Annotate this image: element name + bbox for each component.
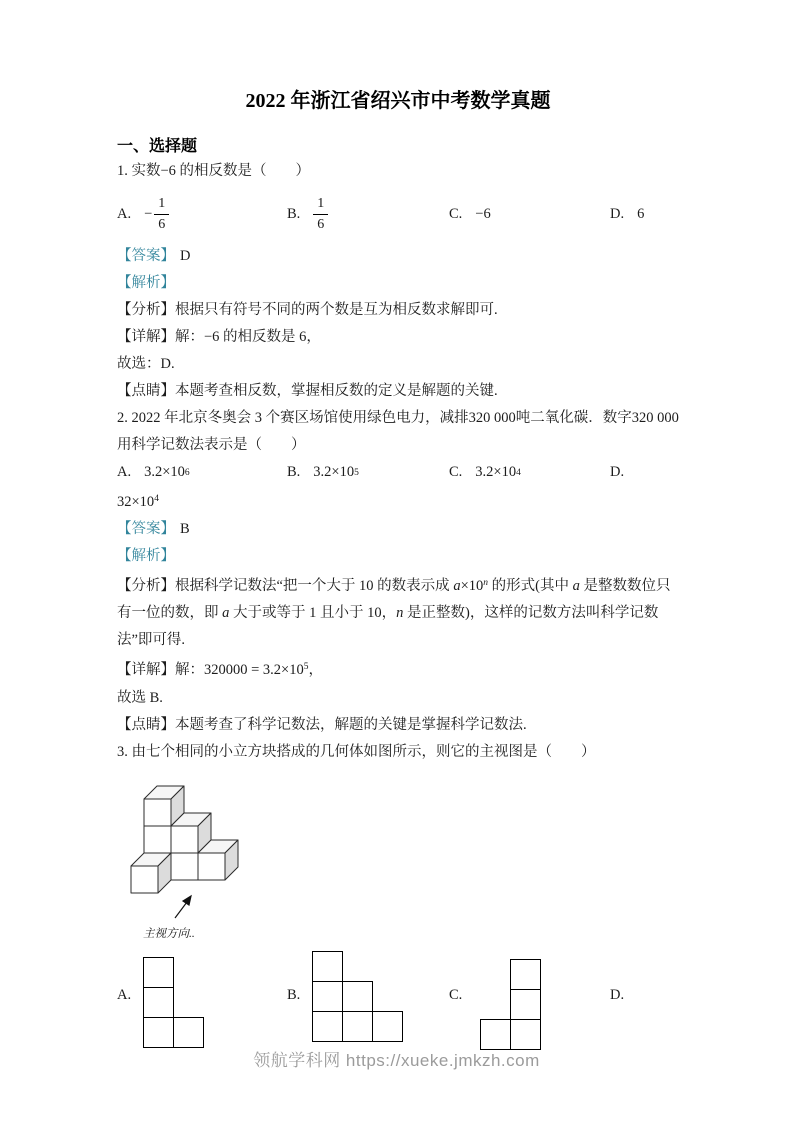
document-content [117,0,679,1051]
q2-option-d-label: D. [610,464,625,480]
q1-option-b-label: B. [287,205,301,222]
q2-option-a-base: 3.2×10 [144,464,185,480]
q1-option-b-fraction [313,197,328,232]
q1-options-row [117,185,679,243]
q2-option-a-exponent: 6 [184,467,190,478]
fraction-numerator: 1 [317,195,325,211]
q2-option-c-label: C. [449,464,463,480]
q1-option-d [610,185,644,243]
q3-option-a-figure [143,957,204,1048]
q2-options-row [117,459,679,486]
q2-answer-value: B [180,521,190,538]
q1-option-b [287,185,328,243]
q1-question: 1. 实数−6 的相反数是（ ） [117,163,311,179]
view-direction-label: 主视方向.. [143,927,195,940]
q1-analysis-tag-line [117,270,679,297]
q3-option-b-figure [312,951,403,1042]
q2-option-b-exponent: 5 [354,467,359,478]
q2-option-c [449,459,521,486]
q2-detail: 【详解】解：$320000 = 3.2\times 10^5$， [117,662,323,679]
q1-option-a-label: A. [117,205,132,222]
q2-option-d-value [117,486,679,516]
q1-note: 【点睛】本题考查相反数，掌握相反数的定义是解题的关键. [117,383,498,399]
watermark-footer: 领航学科网 https://xueke.jmkzh.com [253,1051,540,1070]
q2-option-d [610,459,637,486]
q3-option-c-figure [480,959,541,1050]
q1-option-c [449,185,491,243]
q1-choose: 故选：D. [117,356,175,372]
q2-choose: 故选 B. [117,689,163,706]
q1-option-a-minus-sign: − [144,205,153,222]
answer-tag: 【答案】 [117,521,175,538]
q2-answer-line [117,516,679,543]
fraction-numerator: 1 [158,195,166,211]
q1-option-d-value: 6 [637,205,645,222]
view-direction-arrow [175,896,191,918]
q3-cube-figure [129,770,679,941]
q1-option-c-label: C. [449,205,463,222]
q3-question: 3. 由七个相同的小立方块搭成的几何体如图所示，则它的主视图是（ ） [117,743,596,760]
q2-option-a [117,459,190,486]
page-title: 2022 年浙江省绍兴市中考数学真题 [245,90,551,112]
q2-option-b [287,459,359,486]
q3-options-row [117,951,679,1051]
section-heading-choice: 一、选择题 [117,138,198,155]
q1-option-d-label: D. [610,205,625,222]
q3-option-a-label: A. [117,986,132,1003]
q1-answer-line [117,243,679,270]
q3-option-b-label: B. [287,986,301,1003]
q2-analysis-tag-line [117,543,679,570]
q2-note: 【点睛】本题考查了科学记数法，解题的关键是掌握科学记数法. [117,716,527,733]
q2-option-b-base: 3.2×10 [313,464,355,480]
q2-option-a-label: A. [117,464,132,480]
cube-figure-drawing [129,770,249,922]
q2-question: 2. 2022 年北京冬奥会 3 个赛区场馆使用绿色电力，减排320 000吨二氧化碳．数字320 000用科学记数法表示是（ ） [117,410,679,453]
q1-option-a [117,185,169,243]
analysis-tag: 【解析】 [117,548,175,565]
q3-option-d-label: D. [610,986,625,1003]
fraction-denominator: 6 [154,214,169,232]
q2-option-c-exponent: 4 [516,467,521,478]
q3-option-c-label: C. [449,986,463,1003]
q1-option-a-fraction [154,197,169,232]
answer-tag: 【答案】 [117,248,175,264]
q1-detail: 【详解】解：−6 的相反数是 6， [117,329,321,345]
q2-option-b-label: B. [287,464,301,480]
q2-option-d-exponent: 4 [154,494,159,504]
analysis-tag: 【解析】 [117,275,175,291]
q2-option-c-base: 3.2×10 [475,464,517,480]
q1-option-c-value: −6 [475,205,491,222]
q2-analysis: 【分析】根据科学记数法“把一个大于 10 的数表示成 $a\times 10^n$ 的形式(其中 a 是整数数位只有一位的数，即 a 大于或等于 1 且小于 10，n 是正整数)，这样的记数方法叫科学记数法”即可得. [117,578,671,649]
q1-analysis: 【分析】根据只有符号不同的两个数是互为相反数求解即可. [117,302,498,318]
q2-option-d-base: 32×10 [117,494,155,511]
q1-answer-value: D [180,248,191,264]
fraction-denominator: 6 [313,214,328,232]
